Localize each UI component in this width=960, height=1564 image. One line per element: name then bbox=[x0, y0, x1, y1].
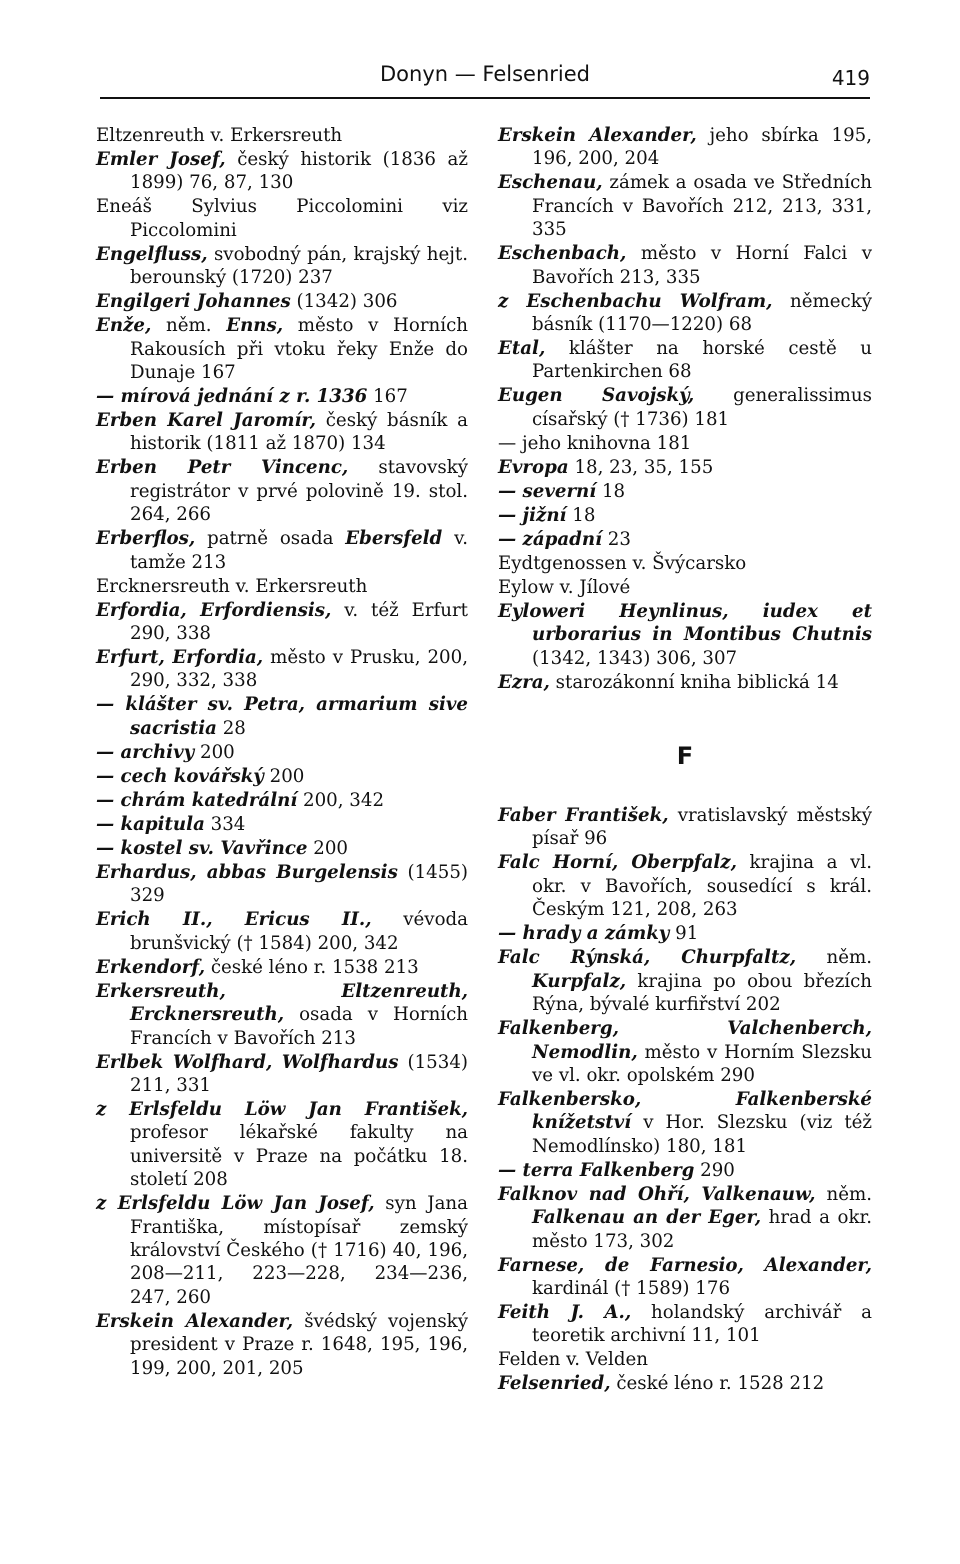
entry-headword: Erlbek Wolfhard, Wolfhardus bbox=[96, 1051, 399, 1073]
entry-text: holandský archivář a teoretik archivní 11, 101 bbox=[532, 1301, 872, 1347]
entry-headword: Falc Horní, Oberpfalz, bbox=[498, 852, 737, 874]
index-entry bbox=[96, 980, 468, 1050]
entry-headword: Falc Rýnská, Churpfaltz, bbox=[498, 947, 797, 969]
index-entry bbox=[96, 1098, 468, 1192]
entry-headword: Enže, bbox=[96, 315, 152, 337]
index-entry bbox=[96, 741, 468, 764]
entry-text: český básník a historik (1811 až 1870) 134 bbox=[130, 410, 468, 455]
entry-headword: — klášter sv. Petra, armarium sive sacristia bbox=[96, 694, 468, 739]
index-entry bbox=[96, 290, 468, 313]
index-entry bbox=[96, 1310, 468, 1380]
index-entry bbox=[96, 1051, 468, 1098]
entry-headword: Erben Karel Jaromír, bbox=[96, 410, 317, 432]
entry-headword: Eschenbach, bbox=[498, 243, 627, 265]
entry-text: 91 bbox=[669, 923, 699, 945]
entry-text: vévoda brunšvický († 1584) 200, 342 bbox=[130, 909, 468, 954]
index-entry bbox=[96, 385, 468, 408]
header-rule bbox=[100, 97, 870, 99]
entry-text: Eltzenreuth v. Erkersreuth bbox=[96, 125, 343, 146]
entry-text: (1455) 329 bbox=[130, 861, 468, 907]
index-entry bbox=[96, 693, 468, 740]
entry-headword: Eyloweri Heynlinus, iudex et urborarius in Montibus Chutnis bbox=[498, 600, 872, 646]
index-entry bbox=[498, 1372, 872, 1395]
entry-text: stavovský registrátor v prvé polovině 19. stol. 264, 266 bbox=[130, 457, 468, 526]
index-entry bbox=[96, 314, 468, 384]
index-entry bbox=[96, 195, 468, 242]
entry-text: profesor lékařské fakulty na universitě v Praze na počátku 18. století 208 bbox=[130, 1122, 468, 1191]
entry-headword: Falkenberg, Valchenberch, Nemodlin, bbox=[498, 1018, 872, 1063]
index-entry bbox=[498, 456, 872, 479]
entry-text: 167 bbox=[367, 386, 408, 408]
index-entry bbox=[96, 813, 468, 836]
entry-headword: Erkersreuth, Eltzenreuth, Ercknersreuth, bbox=[96, 980, 468, 1026]
index-entry bbox=[498, 337, 872, 384]
entry-headword: — severní bbox=[498, 480, 597, 502]
right-column bbox=[498, 124, 872, 1396]
index-entry bbox=[96, 789, 468, 812]
entry-emphasis: Kurpfalz, bbox=[532, 970, 627, 992]
section-letter: F bbox=[676, 742, 694, 771]
entry-headword: — západní bbox=[498, 528, 602, 550]
index-entry bbox=[498, 384, 872, 431]
entry-headword: Eugen Savojský, bbox=[498, 385, 695, 407]
page-number: 419 bbox=[831, 66, 870, 90]
index-entry bbox=[96, 124, 468, 147]
entry-headword: Evropa bbox=[498, 456, 569, 478]
entry-headword: Erskein Alexander, bbox=[498, 125, 697, 146]
index-entry bbox=[96, 599, 468, 646]
entry-text: něm. bbox=[796, 947, 872, 969]
entry-text: 334 bbox=[204, 813, 246, 835]
entry-headword: z Eschenbachu Wolfram, bbox=[498, 290, 773, 312]
entry-headword: — archivy bbox=[96, 741, 195, 763]
entry-headword: Feith J. A., bbox=[498, 1301, 632, 1323]
index-entry bbox=[498, 576, 872, 599]
entry-text: město v Horním Slezsku ve vl. okr. opolském 290 bbox=[532, 1041, 872, 1086]
entry-emphasis: Ebersfeld bbox=[345, 528, 443, 550]
entry-headword: Falkenbersko, Falkenberské knížetství bbox=[498, 1088, 872, 1134]
entry-text: kardinál († 1589) 176 bbox=[532, 1277, 731, 1299]
entry-headword: Faber František, bbox=[498, 805, 669, 827]
index-entry bbox=[96, 956, 468, 979]
entry-headword: Engelfluss, bbox=[96, 243, 208, 265]
page-header bbox=[100, 62, 870, 102]
index-entry bbox=[96, 575, 468, 598]
entry-text: zámek a osada ve Středních Francích v Bavořích 212, 213, 331, 335 bbox=[532, 172, 872, 241]
entry-text: něm. bbox=[815, 1183, 872, 1205]
index-entry bbox=[498, 480, 872, 503]
index-entry bbox=[498, 851, 872, 921]
entry-headword: Felsenried, bbox=[498, 1373, 611, 1395]
index-entry bbox=[498, 922, 872, 945]
index-entry bbox=[498, 1088, 872, 1158]
entry-text: — jeho knihovna 181 bbox=[498, 432, 692, 454]
index-entry bbox=[96, 1192, 468, 1309]
index-entry bbox=[96, 861, 468, 908]
entry-text: generalissimus císařský († 1736) 181 bbox=[532, 385, 872, 430]
entry-text: v. tamže 213 bbox=[130, 528, 468, 573]
index-entry bbox=[498, 290, 872, 337]
entry-text: 290 bbox=[694, 1159, 735, 1181]
index-entry bbox=[498, 671, 872, 694]
index-entry bbox=[498, 552, 872, 575]
index-entry bbox=[96, 148, 468, 195]
entry-headword: Etal, bbox=[498, 338, 546, 360]
entry-headword: — hrady a zámky bbox=[498, 923, 670, 945]
right-column-e-entries bbox=[498, 124, 872, 694]
entry-headword: Erben Petr Vincenc, bbox=[96, 457, 349, 479]
entry-text: v. též Erfurt 290, 338 bbox=[130, 599, 468, 645]
right-column-f-entries bbox=[498, 804, 872, 1396]
index-entry bbox=[96, 243, 468, 290]
entry-text: 18 bbox=[596, 480, 626, 502]
index-entry bbox=[498, 600, 872, 670]
entry-text: Ercknersreuth v. Erkersreuth bbox=[96, 575, 368, 597]
entry-text: patrně osada bbox=[195, 528, 346, 550]
left-column bbox=[96, 124, 468, 1381]
entry-headword: — kostel sv. Vavřince bbox=[96, 837, 308, 859]
entry-text: město v Horních Rakousích při vtoku řeky Enže do Dunaje 167 bbox=[130, 315, 468, 384]
entry-headword: Erich II., Ericus II., bbox=[96, 909, 372, 931]
index-entry bbox=[96, 409, 468, 456]
entry-text: 200 bbox=[194, 741, 235, 763]
entry-text: české léno r. 1528 212 bbox=[610, 1373, 825, 1395]
index-entry bbox=[498, 1183, 872, 1253]
entry-text: 200, 342 bbox=[297, 789, 385, 811]
entry-text: osada v Horních Francích v Bavořích 213 bbox=[130, 1004, 468, 1049]
index-entry bbox=[498, 804, 872, 851]
index-entry bbox=[498, 1254, 872, 1301]
index-entry bbox=[498, 242, 872, 289]
index-entry bbox=[498, 171, 872, 241]
entry-emphasis: Enns, bbox=[226, 315, 284, 337]
entry-text: Eneáš Sylvius Piccolomini viz Piccolomini bbox=[96, 196, 468, 241]
entry-headword: — jižní bbox=[498, 504, 567, 526]
entry-text: město v Horní Falci v Bavořích 213, 335 bbox=[532, 243, 872, 288]
entry-headword: Erhardus, abbas Burgelensis bbox=[96, 861, 398, 883]
entry-headword: Engilgeri Johannes bbox=[96, 291, 291, 313]
entry-headword: z Erlsfeldu Löw Jan Josef, bbox=[96, 1193, 375, 1215]
index-entry bbox=[498, 1348, 872, 1371]
entry-headword: Falknov nad Ohří, Valkenauw, bbox=[498, 1183, 816, 1205]
entry-headword: — kapitula bbox=[96, 813, 205, 835]
index-entry bbox=[96, 456, 468, 526]
entry-text: svobodný pán, krajský hejt. berounský (1720) 237 bbox=[130, 243, 468, 289]
entry-text: (1342, 1343) 306, 307 bbox=[532, 647, 738, 669]
entry-headword: — terra Falkenberg bbox=[498, 1159, 695, 1181]
index-entry bbox=[498, 504, 872, 527]
entry-text: (1534) 211, 331 bbox=[130, 1051, 468, 1096]
entry-headword: Erskein Alexander, bbox=[96, 1310, 294, 1332]
entry-headword: Erkendorf, bbox=[96, 956, 206, 978]
index-entry bbox=[498, 528, 872, 551]
entry-text: 28 bbox=[216, 717, 246, 739]
index-entry bbox=[498, 124, 872, 171]
entry-text: krajina a vl. okr. v Bavořích, sousedící s král. Českým 121, 208, 263 bbox=[532, 852, 872, 921]
entry-text: 18, 23, 35, 155 bbox=[568, 456, 714, 478]
entry-text: 200 bbox=[263, 765, 305, 787]
entry-text: české léno r. 1538 213 bbox=[205, 956, 419, 978]
index-entry bbox=[498, 432, 872, 455]
entry-text: vratislavský městský písař 96 bbox=[532, 805, 872, 850]
entry-text: český historik (1836 až 1899) 76, 87, 130 bbox=[130, 149, 468, 194]
index-entry bbox=[96, 646, 468, 693]
index-entry bbox=[96, 908, 468, 955]
entry-text: hrad a okr. město 173, 302 bbox=[532, 1207, 872, 1252]
entry-headword: Erberflos, bbox=[96, 528, 196, 550]
entry-text: krajina po obou březích Rýna, bývalé kurfiřství 202 bbox=[532, 970, 872, 1016]
entry-emphasis: Falkenau an der Eger, bbox=[532, 1207, 762, 1229]
entry-text: jeho sbírka 195, 196, 200, 204 bbox=[532, 125, 872, 170]
entry-text: německý básník (1170—1220) 68 bbox=[532, 290, 872, 336]
entry-text: 23 bbox=[601, 528, 631, 550]
index-entry bbox=[96, 837, 468, 860]
index-entry bbox=[498, 1301, 872, 1348]
entry-text: 18 bbox=[566, 504, 596, 526]
entry-text: město v Prusku, 200, 290, 332, 338 bbox=[130, 647, 468, 692]
entry-headword: Erfordia, Erfordiensis, bbox=[96, 599, 332, 621]
entry-text: Eylow v. Jílové bbox=[498, 576, 631, 598]
entry-headword: — mírová jednání z r. 1336 bbox=[96, 386, 368, 408]
entry-text: něm. bbox=[151, 315, 227, 337]
index-entry bbox=[96, 765, 468, 788]
entry-text: v Hor. Slezsku (viz též Nemodlínsko) 180, 181 bbox=[532, 1112, 872, 1157]
index-entry bbox=[498, 1017, 872, 1087]
index-entry bbox=[498, 1159, 872, 1182]
entry-text: Eydtgenossen v. Švýcarsko bbox=[498, 552, 747, 574]
entry-text: starozákonní kniha biblická 14 bbox=[549, 671, 839, 693]
entry-headword: — cech kovářský bbox=[96, 765, 264, 787]
entry-headword: z Erlsfeldu Löw Jan František, bbox=[96, 1098, 468, 1120]
entry-headword: Farnese, de Farnesio, Alexander, bbox=[498, 1254, 872, 1276]
entry-text: (1342) 306 bbox=[290, 291, 398, 313]
entry-text: klášter na horské cestě u Partenkirchen 68 bbox=[532, 338, 872, 383]
entry-headword: Eschenau, bbox=[498, 172, 603, 194]
entry-headword: Erfurt, Erfordia, bbox=[96, 647, 264, 669]
index-entry bbox=[96, 527, 468, 574]
entry-headword: — chrám katedrální bbox=[96, 789, 298, 811]
index-entry bbox=[498, 946, 872, 1016]
entry-headword: Ezra, bbox=[498, 671, 550, 693]
entry-text: syn Jana Františka, místopísař zemský království Českého († 1716) 40, 196, 208—211, 223—228, 234—236, 247, 260 bbox=[130, 1193, 468, 1308]
entry-text: 200 bbox=[307, 837, 348, 859]
entry-text: Felden v. Velden bbox=[498, 1349, 648, 1371]
running-head: Donyn — Felsenried bbox=[380, 62, 590, 86]
entry-text: švédský vojenský president v Praze r. 1648, 195, 196, 199, 200, 201, 205 bbox=[130, 1310, 468, 1379]
entry-headword: Emler Josef, bbox=[96, 149, 226, 170]
